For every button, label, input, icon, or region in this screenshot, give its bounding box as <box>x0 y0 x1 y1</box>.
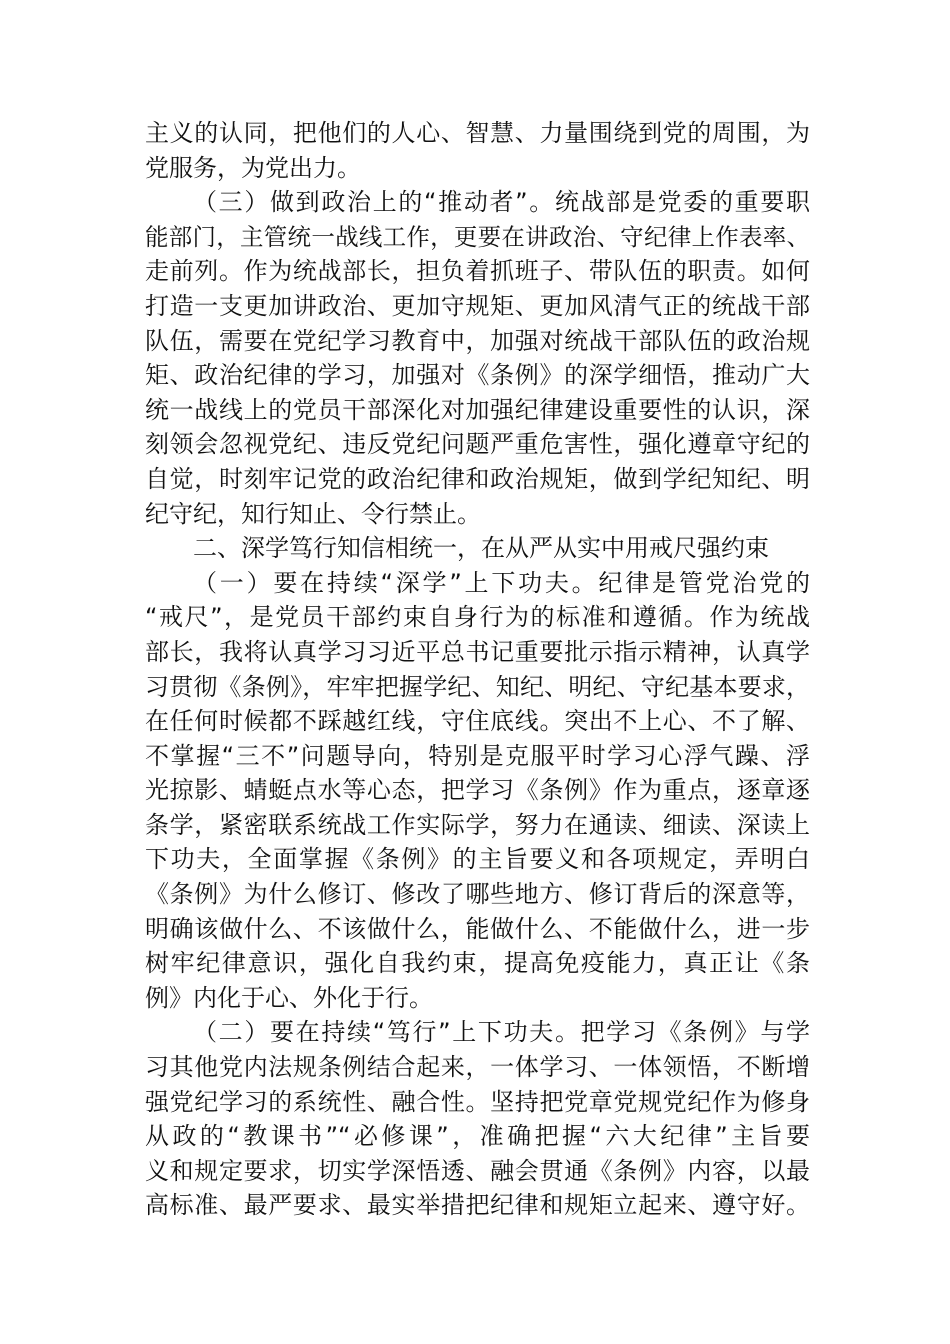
text-line: 树牢纪律意识，强化自我约束，提高免疫能力，真正让《条 <box>145 949 810 978</box>
text-line: 条学，紧密联系统战工作实际学，努力在通读、细读、深读上 <box>145 810 810 839</box>
text-line: 明确该做什么、不该做什么，能做什么、不能做什么，进一步 <box>145 914 810 943</box>
text-line: 部长，我将认真学习习近平总书记重要批示指示精神，认真学 <box>145 637 810 666</box>
text-line: 队伍，需要在党纪学习教育中，加强对统战干部队伍的政治规 <box>145 326 810 355</box>
text-line: 矩、政治纪律的学习，加强对《条例》的深学细悟，推动广大 <box>145 361 810 390</box>
text-line: 习其他党内法规条例结合起来，一体学习、一体领悟，不断增 <box>145 1053 810 1082</box>
text-line: 例》内化于心、外化于行。 <box>145 983 433 1012</box>
paragraph-first-line: （二）要在持续“笃行”上下功夫。把学习《条例》与学 <box>193 1018 810 1047</box>
text-line: 打造一支更加讲政治、更加守规矩、更加风清气正的统战干部 <box>145 291 810 320</box>
text-line: 刻领会忽视党纪、违反党纪问题严重危害性，强化遵章守纪的 <box>145 430 810 459</box>
text-line: 党服务，为党出力。 <box>145 153 361 182</box>
paragraph-first-line: （一）要在持续“深学”上下功夫。纪律是管党治党的 <box>193 568 810 597</box>
text-line: 光掠影、蜻蜓点水等心态，把学习《条例》作为重点，逐章逐 <box>145 776 810 805</box>
text-line: 在任何时候都不踩越红线，守住底线。突出不上心、不了解、 <box>145 707 810 736</box>
paragraph-first-line: （三）做到政治上的“推动者”。统战部是党委的重要职 <box>193 188 810 217</box>
text-line: 习贯彻《条例》，牢牢把握学纪、知纪、明纪、守纪基本要求， <box>145 672 810 701</box>
text-line: 义和规定要求，切实学深悟透、融会贯通《条例》内容，以最 <box>145 1156 810 1185</box>
text-line: 强党纪学习的系统性、融合性。坚持把党章党规党纪作为修身 <box>145 1087 810 1116</box>
text-line: 主义的认同，把他们的人心、智慧、力量围绕到党的周围，为 <box>145 119 810 147</box>
text-line: 能部门，主管统一战线工作，更要在讲政治、守纪律上作表率、 <box>145 222 810 251</box>
text-line: 统一战线上的党员干部深化对加强纪律建设重要性的认识，深 <box>145 395 810 424</box>
section-heading: 二、深学笃行知信相统一，在从严从实中用戒尺强约束 <box>193 534 769 563</box>
text-line: 下功夫，全面掌握《条例》的主旨要义和各项规定，弄明白 <box>145 845 810 874</box>
text-line: 纪守纪，知行知止、令行禁止。 <box>145 499 481 528</box>
document-body <box>145 116 810 1223</box>
text-line: 高标准、最严要求、最实举措把纪律和规矩立起来、遵守好。 <box>145 1191 810 1220</box>
text-line: 从政的“教课书”“必修课”，准确把握“六大纪律”主旨要 <box>145 1122 810 1151</box>
text-line: 《条例》为什么修订、修改了哪些地方、修订背后的深意等， <box>145 880 810 909</box>
text-line: “戒尺”，是党员干部约束自身行为的标准和遵循。作为统战 <box>145 603 810 632</box>
text-line: 走前列。作为统战部长，担负着抓班子、带队伍的职责。如何 <box>145 257 810 286</box>
text-line: 不掌握“三不”问题导向，特别是克服平时学习心浮气躁、浮 <box>145 741 810 770</box>
text-line: 自觉，时刻牢记党的政治纪律和政治规矩，做到学纪知纪、明 <box>145 464 810 493</box>
